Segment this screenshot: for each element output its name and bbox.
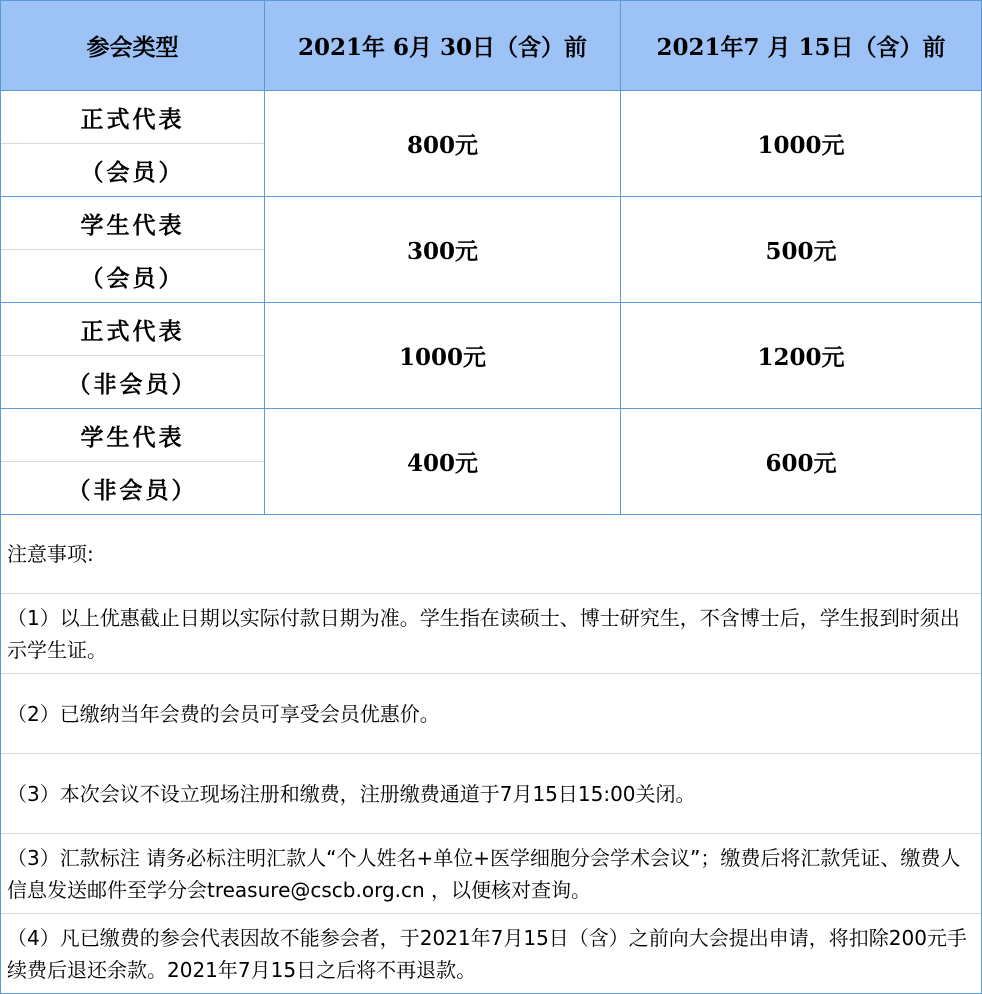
header-late-deadline: 2021年7 月 15日（含）前 <box>656 34 946 61</box>
notes-title-text: 注意事项: <box>7 541 94 566</box>
type-line2: （非会员） <box>67 476 198 504</box>
notes-title <box>1 514 981 594</box>
late-fee: 600元 <box>765 450 837 477</box>
notes-section <box>1 514 981 993</box>
note-item <box>1 594 981 674</box>
header-early-deadline: 2021年 6月 30日（含）前 <box>265 1 621 90</box>
note-item <box>1 834 981 914</box>
type-cell <box>1 303 265 408</box>
table-header <box>1 1 981 91</box>
note-text: （3）汇款标注 请务必标注明汇款人“个人姓名+单位+医学细胞分会学术会议”；缴费后将汇款凭证、缴费人信息发送邮件至学分会treasure@cscb.org.cn ，以便核对查询。 <box>7 845 961 902</box>
note-text: （3）本次会议不设立现场注册和缴费，注册缴费通道于7月15日15:00关闭。 <box>7 781 696 806</box>
type-cell <box>1 409 265 514</box>
table-row <box>1 409 981 515</box>
early-fee: 300元 <box>265 197 621 302</box>
header-type: 参会类型 <box>1 1 265 90</box>
late-fee: 1200元 <box>757 344 845 371</box>
type-line2: （会员） <box>80 264 185 292</box>
table-row <box>1 91 981 197</box>
early-fee: 400元 <box>265 409 621 514</box>
early-fee: 1000元 <box>265 303 621 408</box>
note-item <box>1 674 981 754</box>
late-fee: 1000元 <box>757 132 845 159</box>
type-line2: （会员） <box>80 158 185 186</box>
type-line1: 正式代表 <box>1 91 264 144</box>
table-row <box>1 303 981 409</box>
type-line1: 正式代表 <box>1 303 264 356</box>
table-row <box>1 197 981 303</box>
note-item <box>1 914 981 993</box>
note-text: （1）以上优惠截止日期以实际付款日期为准。学生指在读硕士、博士研究生，不含博士后，学生报到时须出示学生证。 <box>7 605 960 662</box>
type-cell <box>1 91 265 196</box>
type-line2: （非会员） <box>67 370 198 398</box>
late-fee: 500元 <box>765 238 837 265</box>
type-line1: 学生代表 <box>1 409 264 462</box>
note-item <box>1 754 981 834</box>
early-fee: 800元 <box>265 91 621 196</box>
type-line1: 学生代表 <box>1 197 264 250</box>
note-text: （4）凡已缴费的参会代表因故不能参会者，于2021年7月15日（含）之前向大会提出申请，将扣除200元手续费后退还余款。2021年7月15日之后将不再退款。 <box>7 925 967 982</box>
note-text: （2）已缴纳当年会费的会员可享受会员优惠价。 <box>7 701 440 726</box>
type-cell <box>1 197 265 302</box>
